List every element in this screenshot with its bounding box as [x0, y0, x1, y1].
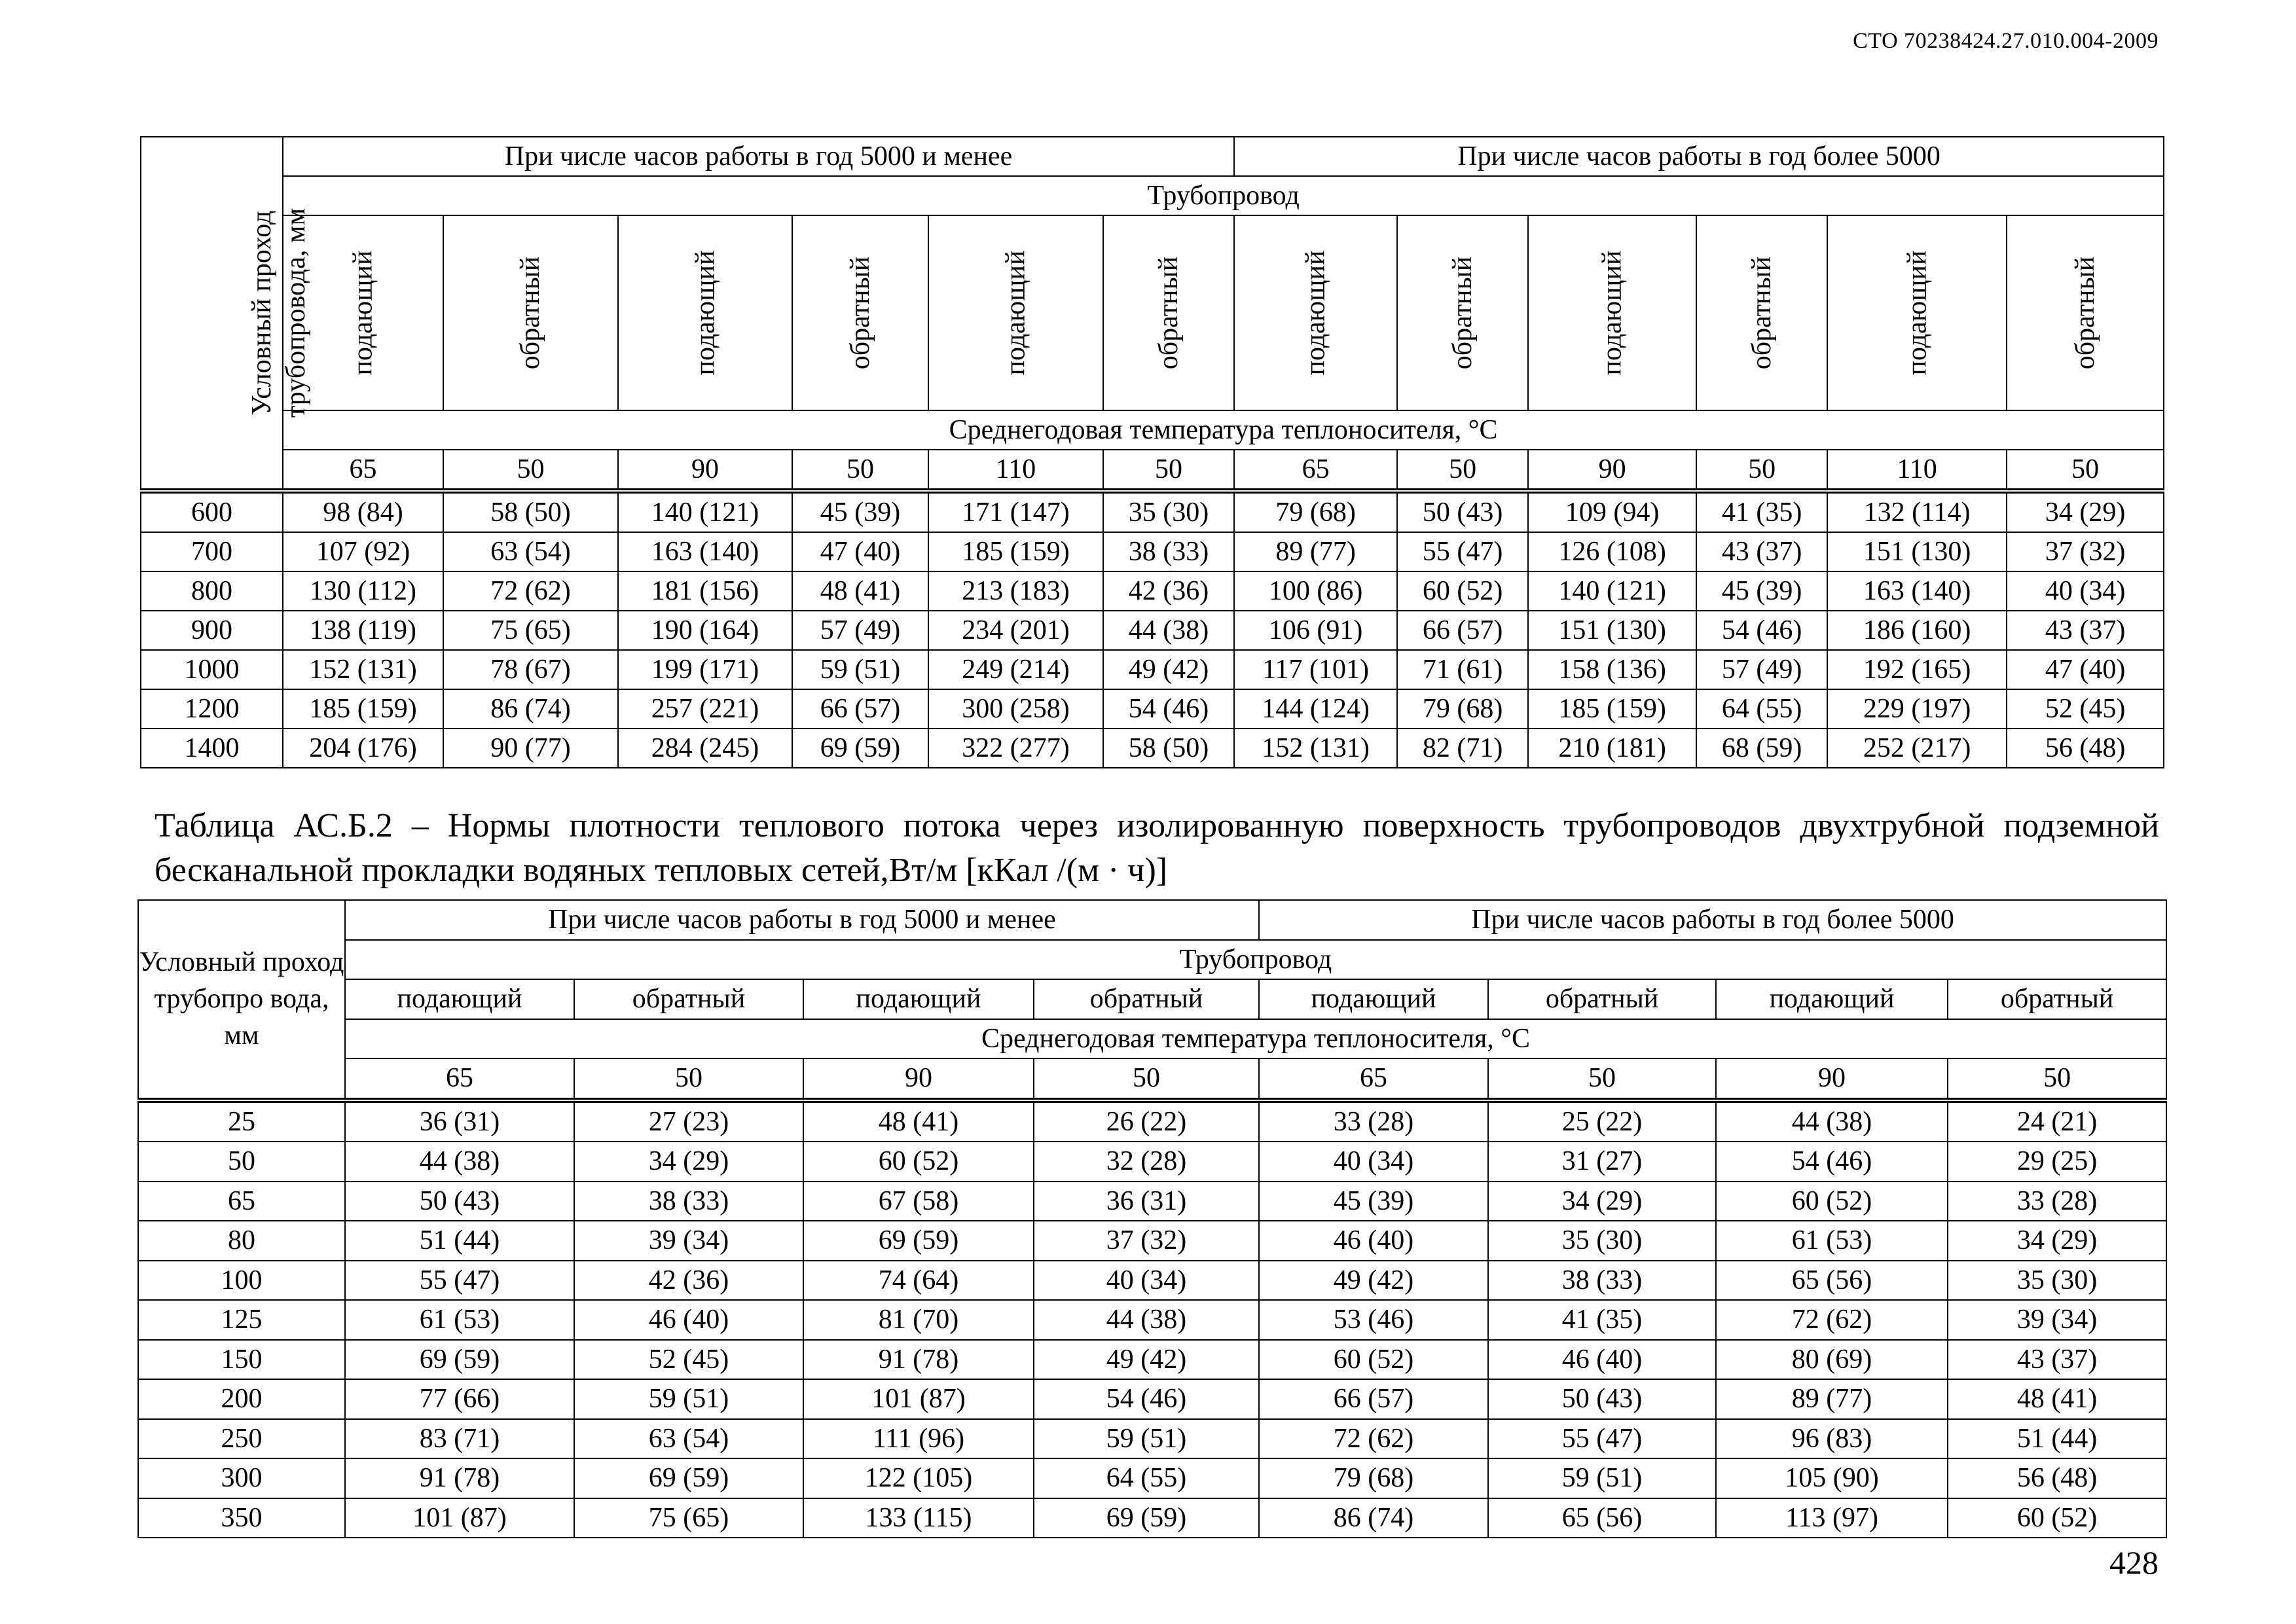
- table-row: [141, 491, 2164, 532]
- value-cell: 101 (87): [345, 1498, 574, 1538]
- value-cell: 72 (62): [1259, 1419, 1488, 1459]
- table-row: [141, 532, 2164, 571]
- temperature-value: 110: [1827, 450, 2007, 491]
- header-label: подающий: [348, 250, 378, 376]
- value-cell: 72 (62): [443, 571, 618, 611]
- value-cell: 57 (49): [1696, 650, 1827, 689]
- value-cell: 109 (94): [1528, 491, 1696, 532]
- temperature-value: 65: [1259, 1058, 1488, 1100]
- header-row-pipeline: [141, 176, 2164, 215]
- value-cell: 252 (217): [1827, 729, 2007, 768]
- pipe-type-header: [1103, 215, 1234, 410]
- value-cell: 75 (65): [443, 611, 618, 650]
- pipe-type-header: подающий: [345, 979, 574, 1019]
- value-cell: 86 (74): [1259, 1498, 1488, 1538]
- pipeline-header: Трубопровод: [345, 940, 2166, 980]
- pipe-type-header: [443, 215, 618, 410]
- table-row: [141, 571, 2164, 611]
- temperature-value: 65: [283, 450, 443, 491]
- value-cell: 82 (71): [1397, 729, 1528, 768]
- value-cell: 66 (57): [1397, 611, 1528, 650]
- header-row-temperature-label: [141, 410, 2164, 450]
- diameter-cell: 900: [141, 611, 283, 650]
- header-label: подающий: [1300, 250, 1331, 376]
- value-cell: 24 (21): [1948, 1100, 2166, 1142]
- value-cell: 90 (77): [443, 729, 618, 768]
- value-cell: 69 (59): [792, 729, 928, 768]
- value-cell: 32 (28): [1034, 1142, 1259, 1182]
- temperature-value: 110: [928, 450, 1103, 491]
- value-cell: 35 (30): [1103, 491, 1234, 532]
- value-cell: 49 (42): [1103, 650, 1234, 689]
- value-cell: 140 (121): [1528, 571, 1696, 611]
- pipe-type-header: [1827, 215, 2007, 410]
- value-cell: 101 (87): [803, 1379, 1034, 1419]
- value-cell: 42 (36): [1103, 571, 1234, 611]
- value-cell: 60 (52): [803, 1142, 1034, 1182]
- value-cell: 56 (48): [2007, 729, 2164, 768]
- value-cell: 51 (44): [345, 1221, 574, 1261]
- value-cell: 117 (101): [1234, 650, 1397, 689]
- group-header-left: При числе часов работы в год 5000 и менее: [283, 137, 1234, 176]
- header-row-temperature-label: [138, 1019, 2166, 1059]
- value-cell: 59 (51): [1034, 1419, 1259, 1459]
- value-cell: 47 (40): [2007, 650, 2164, 689]
- value-cell: 68 (59): [1696, 729, 1827, 768]
- value-cell: 38 (33): [1103, 532, 1234, 571]
- value-cell: 51 (44): [1948, 1419, 2166, 1459]
- value-cell: 43 (37): [1696, 532, 1827, 571]
- table-row: [138, 1261, 2166, 1301]
- value-cell: 60 (52): [1397, 571, 1528, 611]
- temperature-label: Среднегодовая температура теплоносителя, °С: [283, 410, 2164, 450]
- table-row: [141, 689, 2164, 729]
- value-cell: 59 (51): [574, 1379, 803, 1419]
- table-row: [141, 650, 2164, 689]
- pipeline-header: Трубопровод: [283, 176, 2164, 215]
- value-cell: 42 (36): [574, 1261, 803, 1301]
- table-row: [138, 1142, 2166, 1182]
- value-cell: 25 (22): [1488, 1100, 1716, 1142]
- value-cell: 65 (56): [1488, 1498, 1716, 1538]
- value-cell: 69 (59): [1034, 1498, 1259, 1538]
- value-cell: 300 (258): [928, 689, 1103, 729]
- table-caption: Таблица АС.Б.2 – Нормы плотности теплового потока через изолированную поверхность трубопроводов двухтрубной подземной бесканальной прокладки водяных тепловых сетей,Вт/м [кКал /(м · ч)]: [155, 807, 2159, 889]
- value-cell: 55 (47): [345, 1261, 574, 1301]
- diameter-cell: 300: [138, 1458, 345, 1498]
- value-cell: 64 (55): [1034, 1458, 1259, 1498]
- value-cell: 190 (164): [618, 611, 792, 650]
- temperature-value: 50: [1488, 1058, 1716, 1100]
- value-cell: 151 (130): [1827, 532, 2007, 571]
- value-cell: 89 (77): [1716, 1379, 1948, 1419]
- value-cell: 43 (37): [2007, 611, 2164, 650]
- value-cell: 69 (59): [574, 1458, 803, 1498]
- pipe-type-header: обратный: [1034, 979, 1259, 1019]
- value-cell: 152 (131): [283, 650, 443, 689]
- value-cell: 33 (28): [1259, 1100, 1488, 1142]
- pipe-type-header: обратный: [1948, 979, 2166, 1019]
- table-row: [138, 1340, 2166, 1380]
- header-label: обратный: [1747, 256, 1777, 370]
- value-cell: 185 (159): [928, 532, 1103, 571]
- header-label: Условный проход трубопровода, мм: [247, 208, 311, 418]
- value-cell: 185 (159): [1528, 689, 1696, 729]
- temperature-value: 90: [1716, 1058, 1948, 1100]
- value-cell: 61 (53): [345, 1300, 574, 1340]
- value-cell: 33 (28): [1948, 1182, 2166, 1221]
- temperature-value: 50: [1948, 1058, 2166, 1100]
- value-cell: 140 (121): [618, 491, 792, 532]
- header-label: обратный: [2070, 256, 2101, 370]
- value-cell: 46 (40): [1259, 1221, 1488, 1261]
- group-header-right: При числе часов работы в год более 5000: [1259, 900, 2166, 940]
- temperature-label: Среднегодовая температура теплоносителя, °С: [345, 1019, 2166, 1059]
- header-label: подающий: [1597, 250, 1628, 376]
- value-cell: 229 (197): [1827, 689, 2007, 729]
- pipe-type-header: [1528, 215, 1696, 410]
- value-cell: 60 (52): [1716, 1182, 1948, 1221]
- value-cell: 55 (47): [1397, 532, 1528, 571]
- table-row: [138, 1300, 2166, 1340]
- value-cell: 49 (42): [1034, 1340, 1259, 1380]
- value-cell: 83 (71): [345, 1419, 574, 1459]
- value-cell: 40 (34): [2007, 571, 2164, 611]
- diameter-cell: 25: [138, 1100, 345, 1142]
- value-cell: 66 (57): [1259, 1379, 1488, 1419]
- value-cell: 72 (62): [1716, 1300, 1948, 1340]
- diameter-cell: 800: [141, 571, 283, 611]
- value-cell: 64 (55): [1696, 689, 1827, 729]
- pipe-type-header: [2007, 215, 2164, 410]
- value-cell: 56 (48): [1948, 1458, 2166, 1498]
- value-cell: 45 (39): [1259, 1182, 1488, 1221]
- value-cell: 54 (46): [1716, 1142, 1948, 1182]
- value-cell: 27 (23): [574, 1100, 803, 1142]
- diameter-cell: 1000: [141, 650, 283, 689]
- diameter-cell: 200: [138, 1379, 345, 1419]
- table-row: [138, 1100, 2166, 1142]
- row-header-cell: [141, 137, 311, 491]
- value-cell: 81 (70): [803, 1300, 1034, 1340]
- header-label: подающий: [1902, 250, 1933, 376]
- value-cell: 75 (65): [574, 1498, 803, 1538]
- header-label: обратный: [515, 256, 546, 370]
- value-cell: 67 (58): [803, 1182, 1034, 1221]
- value-cell: 66 (57): [792, 689, 928, 729]
- value-cell: 36 (31): [345, 1100, 574, 1142]
- value-cell: 126 (108): [1528, 532, 1696, 571]
- value-cell: 59 (51): [1488, 1458, 1716, 1498]
- value-cell: 63 (54): [443, 532, 618, 571]
- value-cell: 100 (86): [1234, 571, 1397, 611]
- value-cell: 79 (68): [1259, 1458, 1488, 1498]
- table-row: [138, 1379, 2166, 1419]
- temperature-value: 50: [1397, 450, 1528, 491]
- value-cell: 113 (97): [1716, 1498, 1948, 1538]
- header-label: обратный: [845, 256, 875, 370]
- value-cell: 37 (32): [1034, 1221, 1259, 1261]
- pipe-type-header: [618, 215, 792, 410]
- diameter-cell: 50: [138, 1142, 345, 1182]
- value-cell: 106 (91): [1234, 611, 1397, 650]
- value-cell: 158 (136): [1528, 650, 1696, 689]
- value-cell: 41 (35): [1488, 1300, 1716, 1340]
- value-cell: 57 (49): [792, 611, 928, 650]
- table-row: [141, 729, 2164, 768]
- pipe-type-header: подающий: [803, 979, 1034, 1019]
- header-row-pipe-types: [141, 215, 2164, 410]
- value-cell: 35 (30): [1488, 1221, 1716, 1261]
- value-cell: 48 (41): [803, 1100, 1034, 1142]
- header-row-pipeline: [138, 940, 2166, 980]
- value-cell: 60 (52): [1948, 1498, 2166, 1538]
- pipe-type-header: [928, 215, 1103, 410]
- value-cell: 111 (96): [803, 1419, 1034, 1459]
- value-cell: 34 (29): [1488, 1182, 1716, 1221]
- value-cell: 132 (114): [1827, 491, 2007, 532]
- temperature-value: 50: [1103, 450, 1234, 491]
- value-cell: 105 (90): [1716, 1458, 1948, 1498]
- value-cell: 54 (46): [1034, 1379, 1259, 1419]
- value-cell: 78 (67): [443, 650, 618, 689]
- value-cell: 213 (183): [928, 571, 1103, 611]
- value-cell: 79 (68): [1397, 689, 1528, 729]
- value-cell: 54 (46): [1696, 611, 1827, 650]
- temperature-value: 50: [574, 1058, 803, 1100]
- value-cell: 151 (130): [1528, 611, 1696, 650]
- table-row: [138, 1182, 2166, 1221]
- value-cell: 163 (140): [1827, 571, 2007, 611]
- value-cell: 45 (39): [1696, 571, 1827, 611]
- value-cell: 48 (41): [792, 571, 928, 611]
- table-row: [138, 1419, 2166, 1459]
- document-code: СТО 70238424.27.010.004-2009: [1853, 29, 2159, 53]
- value-cell: 54 (46): [1103, 689, 1234, 729]
- value-cell: 322 (277): [928, 729, 1103, 768]
- value-cell: 50 (43): [1397, 491, 1528, 532]
- diameter-cell: 80: [138, 1221, 345, 1261]
- value-cell: 26 (22): [1034, 1100, 1259, 1142]
- value-cell: 50 (43): [345, 1182, 574, 1221]
- value-cell: 46 (40): [1488, 1340, 1716, 1380]
- table-heat-flux-norms-small: [137, 899, 2167, 1538]
- value-cell: 40 (34): [1259, 1142, 1488, 1182]
- pipe-type-header: обратный: [1488, 979, 1716, 1019]
- value-cell: 47 (40): [792, 532, 928, 571]
- value-cell: 29 (25): [1948, 1142, 2166, 1182]
- value-cell: 35 (30): [1948, 1261, 2166, 1301]
- value-cell: 50 (43): [1488, 1379, 1716, 1419]
- value-cell: 107 (92): [283, 532, 443, 571]
- value-cell: 36 (31): [1034, 1182, 1259, 1221]
- diameter-cell: 125: [138, 1300, 345, 1340]
- value-cell: 44 (38): [345, 1142, 574, 1182]
- page-number: 428: [2109, 1544, 2159, 1581]
- value-cell: 61 (53): [1716, 1221, 1948, 1261]
- pipe-type-header: подающий: [1716, 979, 1948, 1019]
- temperature-value: 90: [1528, 450, 1696, 491]
- value-cell: 53 (46): [1259, 1300, 1488, 1340]
- value-cell: 44 (38): [1103, 611, 1234, 650]
- value-cell: 69 (59): [803, 1221, 1034, 1261]
- table-row: [138, 1498, 2166, 1538]
- value-cell: 98 (84): [283, 491, 443, 532]
- pipe-type-header: [1696, 215, 1827, 410]
- value-cell: 74 (64): [803, 1261, 1034, 1301]
- value-cell: 171 (147): [928, 491, 1103, 532]
- header-row-groups: [138, 900, 2166, 940]
- diameter-cell: 350: [138, 1498, 345, 1538]
- value-cell: 96 (83): [1716, 1419, 1948, 1459]
- value-cell: 34 (29): [2007, 491, 2164, 532]
- pipe-type-header: подающий: [1259, 979, 1488, 1019]
- header-row-temperatures: [138, 1058, 2166, 1100]
- value-cell: 44 (38): [1034, 1300, 1259, 1340]
- value-cell: 199 (171): [618, 650, 792, 689]
- diameter-cell: 250: [138, 1419, 345, 1459]
- table-heat-flux-norms-large: [140, 136, 2164, 768]
- diameter-cell: 1400: [141, 729, 283, 768]
- value-cell: 79 (68): [1234, 491, 1397, 532]
- header-label: подающий: [689, 250, 720, 376]
- value-cell: 91 (78): [345, 1458, 574, 1498]
- temperature-value: 50: [792, 450, 928, 491]
- value-cell: 48 (41): [1948, 1379, 2166, 1419]
- temperature-value: 90: [803, 1058, 1034, 1100]
- temperature-value: 65: [1234, 450, 1397, 491]
- value-cell: 45 (39): [792, 491, 928, 532]
- pipe-type-header: обратный: [574, 979, 803, 1019]
- value-cell: 52 (45): [574, 1340, 803, 1380]
- value-cell: 49 (42): [1259, 1261, 1488, 1301]
- value-cell: 284 (245): [618, 729, 792, 768]
- temperature-value: 65: [345, 1058, 574, 1100]
- table-row: [141, 611, 2164, 650]
- value-cell: 43 (37): [1948, 1340, 2166, 1380]
- value-cell: 234 (201): [928, 611, 1103, 650]
- header-label: обратный: [1448, 256, 1478, 370]
- value-cell: 69 (59): [345, 1340, 574, 1380]
- value-cell: 80 (69): [1716, 1340, 1948, 1380]
- value-cell: 210 (181): [1528, 729, 1696, 768]
- diameter-cell: 600: [141, 491, 283, 532]
- header-row-groups: [141, 137, 2164, 176]
- value-cell: 257 (221): [618, 689, 792, 729]
- header-label: подающий: [1000, 250, 1031, 376]
- diameter-cell: 100: [138, 1261, 345, 1301]
- value-cell: 60 (52): [1259, 1340, 1488, 1380]
- value-cell: 37 (32): [2007, 532, 2164, 571]
- temperature-value: 50: [1696, 450, 1827, 491]
- header-row-temperatures: [141, 450, 2164, 491]
- value-cell: 34 (29): [1948, 1221, 2166, 1261]
- value-cell: 204 (176): [283, 729, 443, 768]
- value-cell: 31 (27): [1488, 1142, 1716, 1182]
- value-cell: 44 (38): [1716, 1100, 1948, 1142]
- value-cell: 185 (159): [283, 689, 443, 729]
- diameter-cell: 1200: [141, 689, 283, 729]
- value-cell: 58 (50): [443, 491, 618, 532]
- value-cell: 138 (119): [283, 611, 443, 650]
- value-cell: 59 (51): [792, 650, 928, 689]
- value-cell: 91 (78): [803, 1340, 1034, 1380]
- value-cell: 89 (77): [1234, 532, 1397, 571]
- pipe-type-header: [1234, 215, 1397, 410]
- group-header-left: При числе часов работы в год 5000 и менее: [345, 900, 1259, 940]
- diameter-cell: 150: [138, 1340, 345, 1380]
- value-cell: 152 (131): [1234, 729, 1397, 768]
- value-cell: 249 (214): [928, 650, 1103, 689]
- value-cell: 58 (50): [1103, 729, 1234, 768]
- value-cell: 63 (54): [574, 1419, 803, 1459]
- value-cell: 181 (156): [618, 571, 792, 611]
- value-cell: 55 (47): [1488, 1419, 1716, 1459]
- header-row-pipe-types: [138, 979, 2166, 1019]
- value-cell: 41 (35): [1696, 491, 1827, 532]
- temperature-value: 50: [443, 450, 618, 491]
- value-cell: 130 (112): [283, 571, 443, 611]
- value-cell: 39 (34): [1948, 1300, 2166, 1340]
- temperature-value: 50: [2007, 450, 2164, 491]
- value-cell: 71 (61): [1397, 650, 1528, 689]
- value-cell: 192 (165): [1827, 650, 2007, 689]
- table-row: [138, 1221, 2166, 1261]
- row-header-cell: Условный проход трубопро вода, мм: [138, 900, 345, 1100]
- value-cell: 163 (140): [618, 532, 792, 571]
- value-cell: 38 (33): [574, 1182, 803, 1221]
- value-cell: 65 (56): [1716, 1261, 1948, 1301]
- value-cell: 133 (115): [803, 1498, 1034, 1538]
- value-cell: 39 (34): [574, 1221, 803, 1261]
- diameter-cell: 65: [138, 1182, 345, 1221]
- pipe-type-header: [1397, 215, 1528, 410]
- value-cell: 144 (124): [1234, 689, 1397, 729]
- diameter-cell: 700: [141, 532, 283, 571]
- value-cell: 38 (33): [1488, 1261, 1716, 1301]
- value-cell: 122 (105): [803, 1458, 1034, 1498]
- value-cell: 77 (66): [345, 1379, 574, 1419]
- header-label: обратный: [1154, 256, 1184, 370]
- table-row: [138, 1458, 2166, 1498]
- value-cell: 46 (40): [574, 1300, 803, 1340]
- value-cell: 34 (29): [574, 1142, 803, 1182]
- value-cell: 86 (74): [443, 689, 618, 729]
- value-cell: 52 (45): [2007, 689, 2164, 729]
- value-cell: 186 (160): [1827, 611, 2007, 650]
- temperature-value: 90: [618, 450, 792, 491]
- temperature-value: 50: [1034, 1058, 1259, 1100]
- value-cell: 40 (34): [1034, 1261, 1259, 1301]
- group-header-right: При числе часов работы в год более 5000: [1234, 137, 2164, 176]
- pipe-type-header: [792, 215, 928, 410]
